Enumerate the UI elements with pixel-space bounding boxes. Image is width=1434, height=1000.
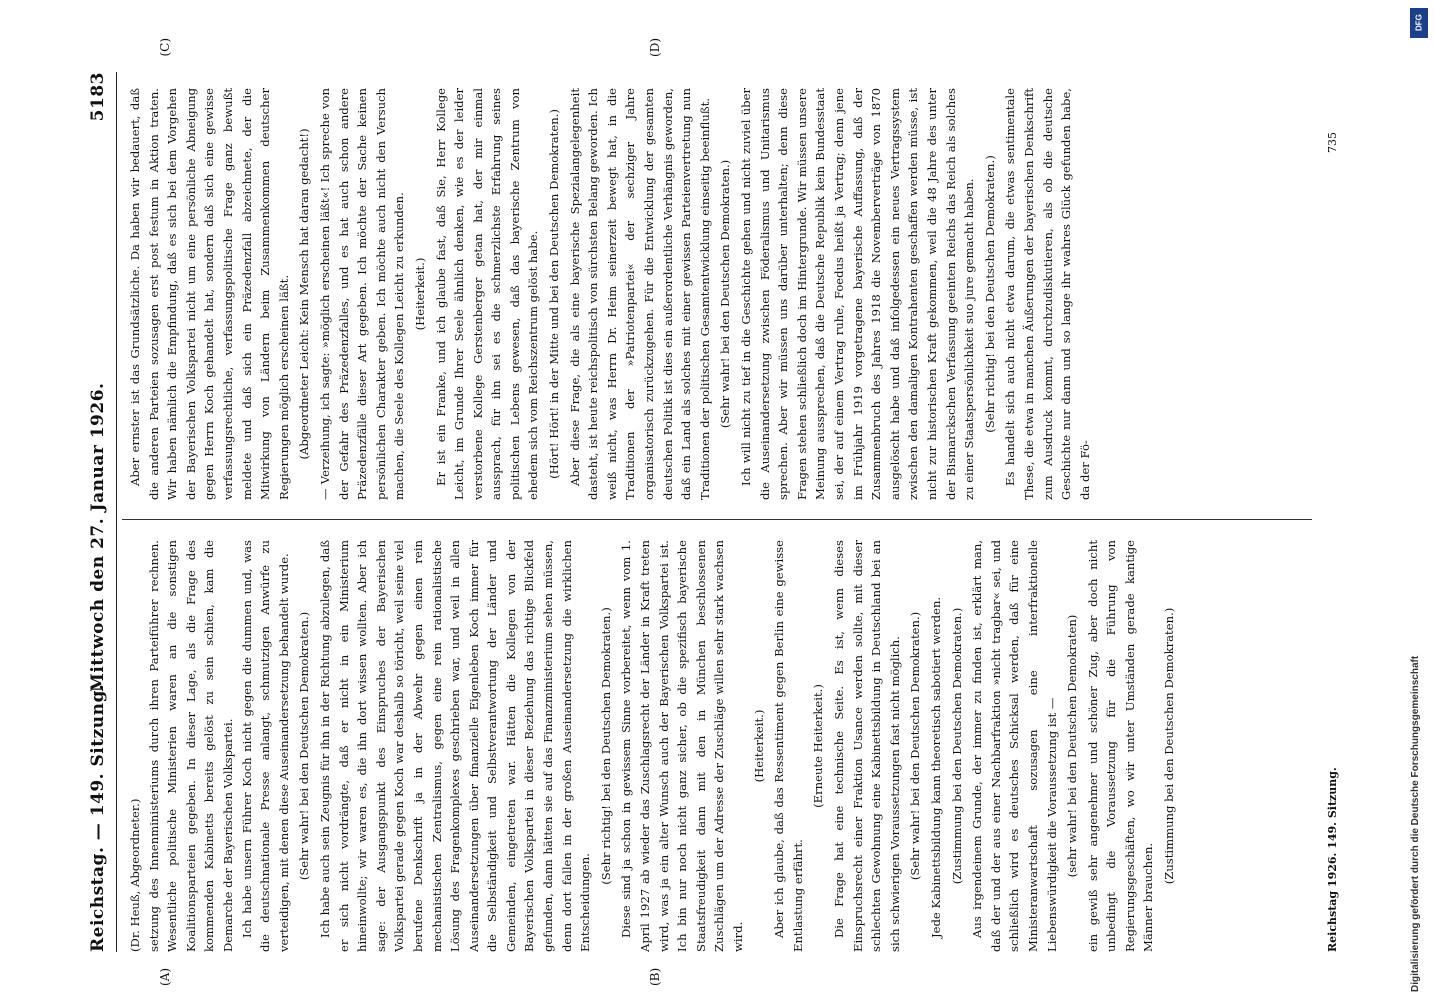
- paragraph: Die Frage hat eine technische Seite. Es ist, wenn dieses Einspruchsrecht einer Fraktion Usance werden sollte, mit dieser schlechten Gewohnung eine Kabinettsbildung in Deutschland bei an sich schwierigen Voraussetzungen fast nicht möglich.: [831, 540, 902, 952]
- paragraph: Aber ernster ist das Grundsätzliche. Da haben wir bedauert, daß die anderen Parteien sozusagen erst post festum in Aktion traten. Wir haben nämlich die Empfindung, daß es sich bei dem Vorgehen der Bayerischen Volkspartei nicht um eine persönliche Abneigung gegen Herrn Koch gehandelt hat, sondern daß sich eine gewisse verfassungsrechtliche, verfassungspolitische Frage ganz bewußt meldete und daß sich ein Präzedenzfall abzeichnete, der die Mitwirkung von Ländern beim Zusammenkommen deutscher Regierungen möglich erscheinen läßt.: [128, 88, 291, 500]
- margin-marker-a: (A): [158, 967, 172, 986]
- interjection: (sehr wahr! bei den Deutschen Demokraten): [1065, 614, 1080, 878]
- document-page: [88, 38, 1343, 986]
- margin-marker-c: (C): [158, 38, 172, 57]
- paragraph: Aber ich glaube, daß das Ressentiment gegen Berlin eine gewisse Entlastung erfährt.: [772, 540, 805, 952]
- paragraph: Ich will nicht zu tief in die Geschichte gehen und nicht zuviel über die Auseinandersetzung zwischen Föderalismus und Unitarismus sprechen. Aber wir müssen uns darüber unterhalten; denn diese Fragen stehen schließlich doch im Hintergrunde. Wir müssen unsere Meinung aussprechen, daß die Deutsche Republik kein Bundesstaat sei, der auf einem Vertrag ruhe, Foedus heißt ja Vertrag; denn jene im Frühjahr 1919 vorgetragene bayerische Auffassung, daß der Zusammenbruch des Jahres 1918 die Novemberverträge von 1870 ausgelöscht habe und daß infolgedessen ein neues Vertragssystem zwischen den damaligen Kontrahenten geschaffen werden müsse, ist nicht zur historischen Kraft gekommen, weil die 48 Jahre des unter der Bismarckschen Verfassung geeinten Reichs das Reich als solches zu einer Staatspersönlichkeit suo jure gemacht haben.: [739, 88, 977, 500]
- digitization-note-text: Digitalisierung gefördert durch die Deutsche Forschungsgemeinschaft: [1410, 655, 1421, 992]
- interjection: (Sehr wahr! bei den Deutschen Demokraten.): [908, 611, 923, 881]
- paragraph: Es handelt sich auch nicht etwa darum, die etwas sentimentale These, die etwa in manchen Äußerungen der bayerischen Denkschrift zum Ausdruck kommt, durchzudiskutieren, als ob die deutsche Geschichte nur dann und so lange ihr wahres Glück gefunden habe, da der Fö-: [1003, 88, 1092, 500]
- header-rule: [116, 72, 117, 952]
- interjection: (Abgeordneter Leicht: Kein Mensch hat daran gedacht!): [297, 128, 312, 460]
- interjection: (Zustimmung bei den Deutschen Demokraten.): [1162, 607, 1177, 885]
- interjection: (Sehr wahr! bei den Deutschen Demokraten.): [718, 159, 733, 429]
- page-header: [88, 72, 116, 952]
- margin-marker-b: (B): [648, 967, 662, 986]
- header-center: Mittwoch den 27. Januar 1926.: [88, 382, 108, 692]
- paragraph: Ich habe auch sein Zeugnis für ihn in der Richtung abzulegen, daß er sich nicht vordrängte, daß er nicht in ein Ministerium hineinwollte; wir waren es, die ihn dort wissen wollten. Aber ich sage: der Ausgangspunkt des Einspruches der Bayerischen Volkspartei gerade gegen Koch war deshalb so töricht, weil seine viel berufene Denkschrift ja in der Abwehr gegen einen rein mechanistischen Zentralismus, gegen eine rein rationalistische Lösung des Fragenkomplexes geschrieben war, und weil in allen Auseinandersetzungen über finanzielle Eigenleben Koch immer für die Selbständigkeit und Selbstverantwortung der Länder und Gemeinden, eingetreten war. Hätten die Kollegen von der Bayerischen Volkspartei in dieser Beziehung das richtige Blickfeld gefunden, dann hätten sie auf das Finanzministerium sehen müssen, denn dort fallen in der großen Auseinandersetzung die wirklichen Entscheidungen.: [317, 540, 593, 952]
- interjection: (Zustimmung bei den Deutschen Demokraten.): [949, 607, 964, 885]
- paragraph: Diese sind ja schon in gewissem Sinne vorbereitet, wenn vom 1. April 1927 ab wieder das Zuschlagsrecht der Länder in Kraft treten wird, was ja ein alter Wunsch auch der Bayerischen Volkspartei ist. Ich bin nur noch nicht ganz sicher, ob die spezifisch bayerische Staatsfreudigkeit dann mit den in München beschlossenen Zuschlägen um der Adresse der Zuschläge willen sehr stark wachsen wird.: [619, 540, 745, 952]
- digitization-note: [1410, 8, 1430, 992]
- margin-marker-d: (D): [648, 38, 662, 57]
- interjection: (Heiterkeit.): [751, 709, 766, 783]
- right-column: [126, 88, 1306, 500]
- interjection: (Erneute Heiterkeit.): [811, 684, 826, 808]
- paragraph: (Dr. Heuß, Abgeordneter.): [128, 798, 142, 952]
- paragraph: Aber diese Frage, die als eine bayerische Spezialangelegenheit dasteht, ist heute reichspolitisch von sürchsten Belang geworden. Ich weiß nicht, was Herrn Dr. Heim seinerzeit bewegt hat, in die Traditionen der »Patriotenpartei« der sechziger Jahre organisatorisch zurückzugehen. Für die Entwicklung der gesamten deutschen Politik ist dies ein außerordentliche Verhängnis geworden, daß ein Land als solches mit einer gewissen Parteienvertretung nun Traditionen der politischen Gesamtentwicklung einseitig beeinflußt.: [567, 88, 712, 500]
- dfg-logo-text: DFG: [1414, 14, 1424, 32]
- paragraph: setzung des Innenministeriums durch ihren Parteiführer rechnen. Wesentliche politische Ministerien waren an die sonstigen Koalitionsparteien gegeben. In dieser Lage, als die Frage des kommenden Kabinetts bereits gelöst zu sein schien, kam die Demarche der Bayerischen Volkspartei.: [146, 540, 235, 952]
- paragraph: — Verzeihung, ich sagte: »möglich erscheinen läßt«! Ich spreche von der Gefahr des Präzedenzfalles, und es hat auch schon andere Präzedenzfälle dieser Art gegeben. Ich möchte der Sache keinen persönlichen Charakter geben. Ich möchte auch nicht den Versuch machen, die Seele des Kollegen Leicht zu erkunden.: [317, 88, 407, 500]
- paragraph: ein gewiß sehr angenehmer und schöner Zug, aber doch nicht unbedingt die Voraussetzung für die Führung von Regierungsgeschäften, wo wir unter Umständen gerade kantige Männer brauchen.: [1085, 540, 1156, 952]
- dfg-logo: [1410, 8, 1428, 38]
- interjection: (Sehr wahr! bei den Deutschen Demokraten.): [297, 611, 312, 881]
- interjection: (Heiterkeit.): [412, 257, 427, 331]
- left-column: [126, 540, 1306, 952]
- paragraph: Jede Kabinettsbildung kann theoretisch sabotiert werden.: [928, 596, 943, 938]
- interjection: (Hört! Hört! in der Mitte und bei den Deutschen Demokraten.): [547, 109, 562, 479]
- paragraph: Aus irgendeinem Grunde, der immer zu finden ist, erklärt man, daß der und der aus einer Nachbarfraktion »nicht tragbar« sei, und schließlich wird es deutsches Schicksal werden, daß für eine Ministeranwartschaft sozusagen eine interfraktionelle Liebenswürdigkeit die Voraussetzung ist —: [970, 540, 1059, 952]
- header-page-number: 5183: [88, 72, 108, 122]
- interjection: (Sehr richtig! bei den Deutschen Demokraten.): [982, 155, 997, 433]
- footer-citation: Reichstag 1926. 149. Sitzung.: [1326, 767, 1339, 952]
- paragraph: Ich habe unsern Führer Koch nicht gegen die dummen und, was die deutschnationale Presse anlangt, schmutzigen Anwürfe zu verteidigen, mit denen diese Auseinandersetzung behandelt wurde.: [239, 540, 291, 952]
- interjection: (Sehr richtig! bei den Deutschen Demokraten.): [598, 607, 613, 885]
- paragraph: Er ist ein Franke, und ich glaube fast, daß Sie, Herr Kollege Leicht, im Grunde Ihrer Seele ähnlich denken, wie es der leider verstorbene Kollege Gerstenberger getan hat, der mir einmal aussprach, für ihn sei es die schmerzlichste Erfahrung seines politischen Lebens gewesen, daß das bayerische Zentrum von ehedem sich vom Reichszentrum gelöst habe.: [433, 88, 541, 500]
- footer-page-number: 735: [1326, 132, 1339, 153]
- column-divider: [122, 519, 1312, 520]
- header-left: Reichstag. — 149. Sitzung.: [88, 683, 108, 952]
